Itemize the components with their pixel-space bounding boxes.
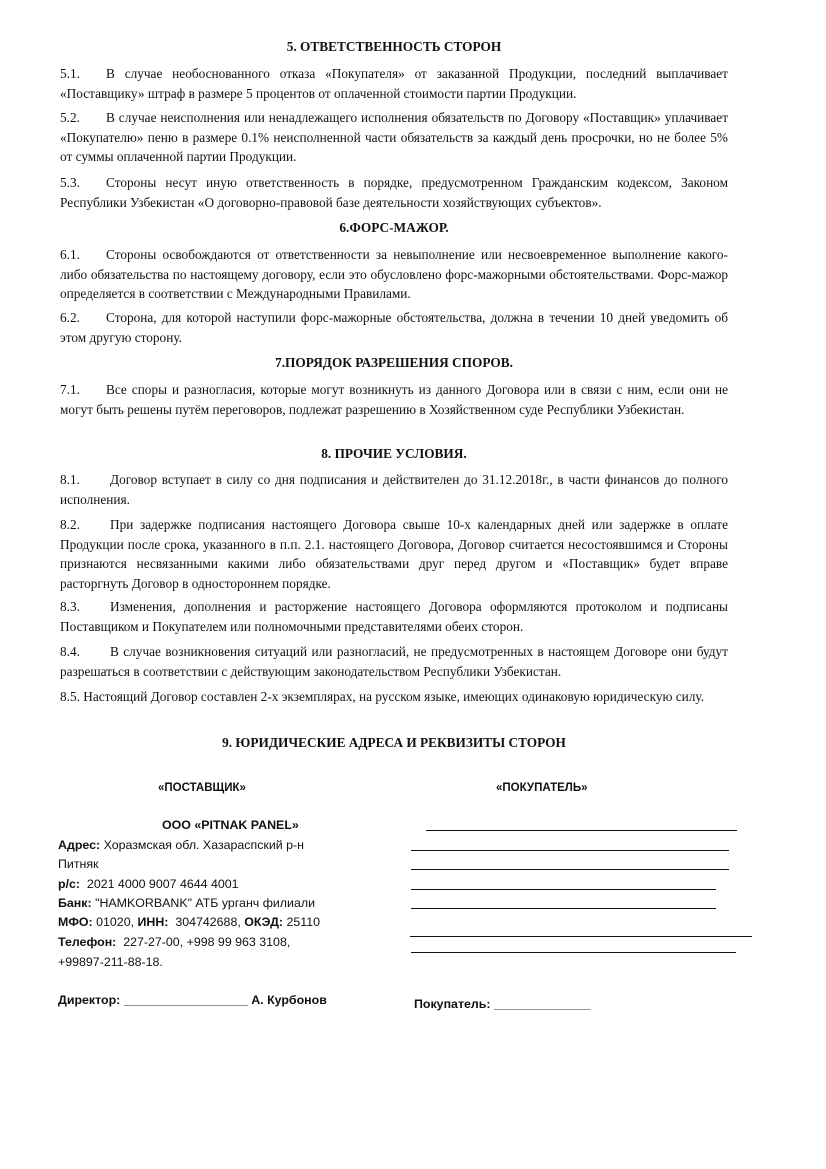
- account-label: р/с:: [58, 877, 81, 891]
- inn-label: ИНН:: [137, 915, 169, 929]
- clause-text: Изменения, дополнения и расторжение настоящего Договора оформляются протоколом и подписаны Поставщиком и Покупателем или полномочными представителями обеих сторон.: [60, 599, 728, 634]
- buyer-blank-line: [426, 830, 737, 831]
- clause-text: Сторона, для которой наступили форс-мажорные обстоятельства, должна в течении 10 дней уведомить об этом другую сторону.: [60, 310, 728, 345]
- supplier-codes: [58, 915, 320, 929]
- mfo-value: 01020,: [96, 915, 135, 929]
- clause-text: В случае возникновения ситуаций или разногласий, не предусмотренных в настоящем Договоре они будут разрешаться в соответствии с действующим законодательством Республики Узбекистан.: [60, 644, 728, 679]
- buyer-blank-line: [411, 850, 729, 851]
- buyer-signature: [414, 997, 590, 1011]
- clause-number: 8.2.: [60, 517, 80, 532]
- okad-label: ОКЭД:: [244, 915, 284, 929]
- clause-number: 6.1.: [60, 247, 80, 262]
- supplier-heading: «ПОСТАВЩИК»: [158, 782, 246, 794]
- clause-8-1: [60, 470, 728, 509]
- section-7-title: 7.ПОРЯДОК РАЗРЕШЕНИЯ СПОРОВ.: [275, 355, 513, 370]
- director-label: Директор:: [58, 993, 121, 1007]
- clause-8-5: [60, 687, 728, 707]
- section-8-title: 8. ПРОЧИЕ УСЛОВИЯ.: [321, 446, 467, 461]
- buyer-heading: «ПОКУПАТЕЛЬ»: [496, 782, 588, 794]
- supplier-phone: [58, 935, 290, 949]
- director-name: А. Курбонов: [251, 993, 327, 1007]
- account-value: 2021 4000 9007 4644 4001: [86, 877, 239, 891]
- bank-value: "HAMKORBANK" АТБ урганч филиали: [95, 896, 316, 910]
- clause-number: 8.1.: [60, 472, 80, 487]
- buyer-blank-line: [411, 889, 716, 890]
- clause-number: 8.5.: [60, 689, 80, 704]
- clause-7-1: [60, 380, 728, 419]
- clause-text: При задержке подписания настоящего Договора свыше 10-х календарных дней или задержке в оплате Продукции после срока, указанного в п.п. 2.1. настоящего Договора, Договор считается несостоявшимся и Стороны признаются несвязанными какими либо обязательствами друг перед другом и «Поставщик» будет вправе расторгнуть Договор в одностороннем порядке.: [60, 517, 728, 591]
- supplier-company: ООО «PITNAK PANEL»: [162, 818, 299, 832]
- clause-6-2: [60, 308, 728, 347]
- section-5-title: 5. ОТВЕТСТВЕННОСТЬ СТОРОН: [286, 39, 502, 54]
- buyer-blank-line: [411, 908, 716, 909]
- clause-number: 5.3.: [60, 175, 80, 190]
- buyer-signature-blank: ______________: [493, 997, 591, 1011]
- clause-8-3: [60, 597, 728, 636]
- clause-text: В случае необоснованного отказа «Покупателя» от заказанной Продукции, последний выплачивает «Поставщику» штраф в размере 5 процентов от оплаченной стоимости партии Продукции.: [60, 66, 728, 101]
- clause-5-3: [60, 173, 728, 212]
- mfo-label: МФО:: [58, 915, 93, 929]
- clause-text: Стороны освобождаются от ответственности за невыполнение или несвоевременное выполнение какого-либо обязательства по настоящему договору, если это обусловлено форс-мажорными обстоятельствами. Форс-мажор определяется в соответствии с Международными Правилами.: [60, 247, 728, 301]
- section-6-title: 6.ФОРС-МАЖОР.: [339, 220, 449, 235]
- clause-number: 5.1.: [60, 66, 80, 81]
- clause-text: Настоящий Договор составлен 2-х экземплярах, на русском языке, имеющих одинаковую юридическую силу.: [83, 689, 705, 704]
- director-signature: [58, 993, 327, 1007]
- clause-8-2: [60, 515, 728, 593]
- address-label: Адрес:: [58, 838, 101, 852]
- clause-8-4: [60, 642, 728, 681]
- bank-label: Банк:: [58, 896, 92, 910]
- supplier-address-line-2: Питняк: [58, 857, 99, 871]
- address-line-1: Хоразмская обл. Хазараспский р-н: [103, 838, 304, 852]
- buyer-blank-line: [411, 952, 736, 953]
- clause-number: 6.2.: [60, 310, 80, 325]
- director-blank: __________________: [123, 993, 248, 1007]
- clause-number: 8.3.: [60, 599, 80, 614]
- supplier-phone-2: +99897-211-88-18.: [58, 955, 163, 969]
- clause-text: Все споры и разногласия, которые могут возникнуть из данного Договора или в связи с ним, если они не могут быть решены путём переговоров, подлежат разрешению в Хозяйственном суде Республики Узбекистан.: [60, 382, 728, 417]
- supplier-account: [58, 877, 239, 891]
- buyer-blank-line: [410, 936, 752, 937]
- clause-5-1: [60, 64, 728, 103]
- clause-number: 8.4.: [60, 644, 80, 659]
- buyer-blank-line: [411, 869, 729, 870]
- supplier-address: [58, 838, 304, 852]
- clause-number: 5.2.: [60, 110, 80, 125]
- clause-text: Стороны несут иную ответственность в порядке, предусмотренном Гражданским кодексом, Законом Республики Узбекистан «О договорно-правовой базе деятельности хозяйствующих субъектов».: [60, 175, 728, 210]
- section-9-title: 9. ЮРИДИЧЕСКИЕ АДРЕСА И РЕКВИЗИТЫ СТОРОН: [222, 735, 566, 750]
- clause-5-2: [60, 108, 728, 167]
- phone-label: Телефон:: [58, 935, 117, 949]
- clause-text: В случае неисполнения или ненадлежащего исполнения обязательств по Договору «Поставщик» уплачивает «Покупателю» пеню в размере 0.1% неисполненной части обязательств за каждый день просрочки, но не более 5% от суммы оплаченной партии Продукции.: [60, 110, 728, 164]
- phone-value: 227-27-00, +998 99 963 3108,: [123, 935, 291, 949]
- clause-text: Договор вступает в силу со дня подписания и действителен до 31.12.2018г., в части финансов до полного исполнения.: [60, 472, 728, 507]
- clause-number: 7.1.: [60, 382, 80, 397]
- clause-6-1: [60, 245, 728, 304]
- okad-value: 25110: [286, 915, 321, 929]
- inn-value: 304742688,: [175, 915, 241, 929]
- buyer-signature-label: Покупатель:: [414, 997, 491, 1011]
- supplier-bank: [58, 896, 315, 910]
